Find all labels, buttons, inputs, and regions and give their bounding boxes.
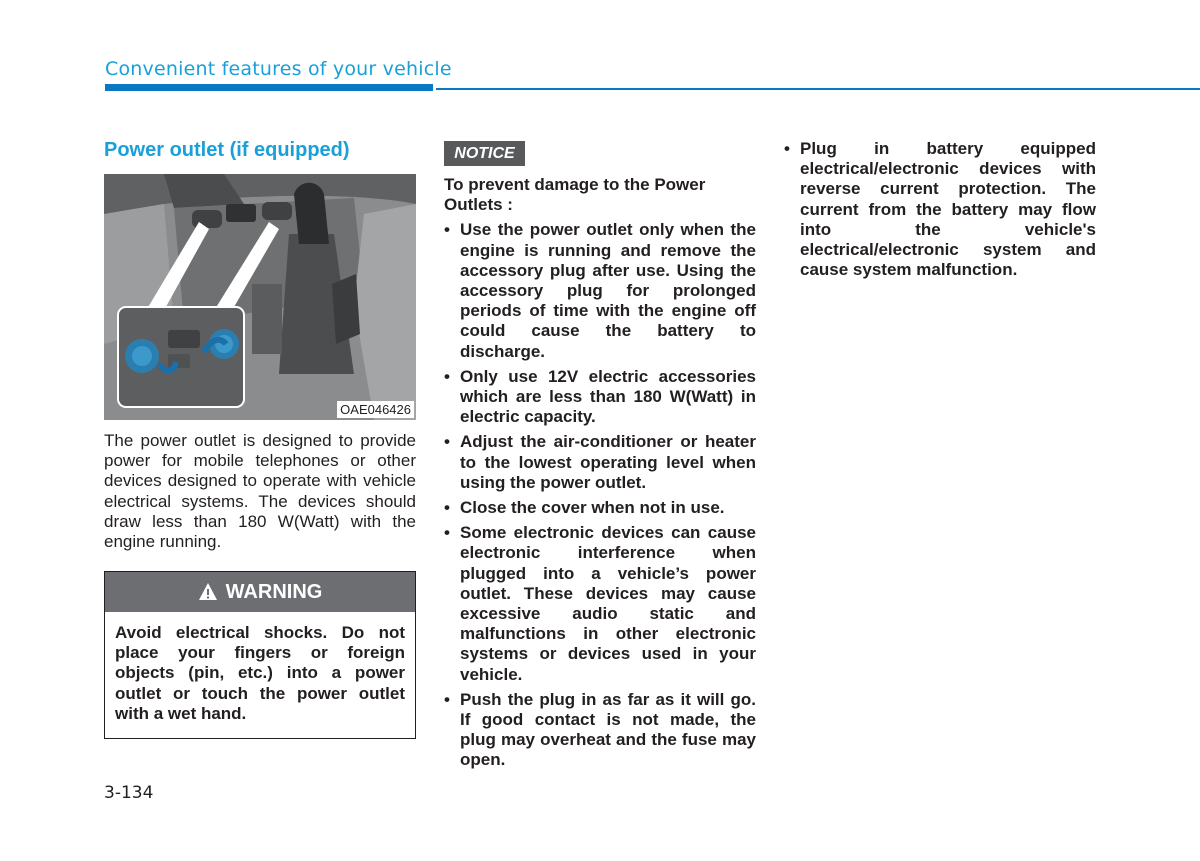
warning-box: [104, 571, 416, 739]
console-illustration: [104, 174, 416, 420]
bullet-dot: •: [444, 220, 450, 240]
description-paragraph: The power outlet is designed to provide power for mobile telephones or other devices designed to operate with vehicle electrical systems. The devices should draw less than 180 W(Watt) with the engine running.: [104, 431, 416, 552]
list-item-text: Push the plug in as far as it will go. If good contact is not made, the plug may overheat and the fuse may open.: [460, 689, 756, 770]
page-number: 3-134: [104, 783, 154, 803]
list-item-text: Plug in battery equipped electrical/electronic devices with reverse current protection. The current from the battery may flow into the vehicle's electrical/electronic system and cause system malfunction.: [800, 139, 1096, 280]
page-header-title: Convenient features of your vehicle: [105, 58, 452, 80]
list-item-text: Some electronic devices can cause electronic interference when plugged into a vehicle’s power outlet. These devices may cause excessive audio static and malfunctions in other electronic systems or devices used in your vehicle.: [460, 523, 756, 684]
section-title: Power outlet (if equipped): [104, 139, 350, 161]
list-item: [444, 432, 756, 493]
notice-label: NOTICE: [444, 141, 525, 166]
notice-list-continued: [784, 139, 1096, 280]
notice-intro: To prevent damage to the Power Outlets :: [444, 175, 706, 215]
notice-list: [444, 220, 756, 770]
list-item-text: Use the power outlet only when the engine is running and remove the accessory plug after use. Using the accessory plug for prolonged periods of time with the engine off could cause the battery to discharge.: [460, 220, 756, 361]
bullet-dot: •: [444, 498, 450, 518]
figure-code: OAE046426: [337, 401, 414, 418]
list-item: [444, 523, 756, 685]
warning-body: Avoid electrical shocks. Do not place your fingers or foreign objects (pin, etc.) into a power outlet or touch the power outlet with a wet hand.: [115, 623, 405, 723]
warning-triangle-icon: [198, 582, 218, 602]
bullet-dot: •: [444, 432, 450, 452]
warning-header: [105, 572, 415, 612]
bullet-dot: •: [444, 366, 450, 386]
list-item: [444, 690, 756, 771]
list-item: [784, 139, 1096, 280]
bullet-dot: •: [784, 139, 790, 158]
warning-heading: WARNING: [225, 580, 323, 603]
notice-content: [444, 175, 756, 776]
header-rule-thin: [436, 88, 1200, 90]
list-item: [444, 367, 756, 428]
bullet-dot: •: [444, 523, 450, 543]
list-item-text: Close the cover when not in use.: [460, 498, 725, 518]
list-item: [444, 220, 756, 361]
list-item: [444, 498, 756, 518]
power-outlet-figure: [104, 174, 416, 420]
bullet-dot: •: [444, 689, 450, 709]
header-rule-thick: [105, 84, 433, 91]
notice-continued: [784, 139, 1096, 285]
list-item-text: Adjust the air-conditioner or heater to the lowest operating level when using the power outlet.: [460, 432, 756, 492]
list-item-text: Only use 12V electric accessories which are less than 180 W(Watt) in electric capacity.: [460, 366, 756, 427]
